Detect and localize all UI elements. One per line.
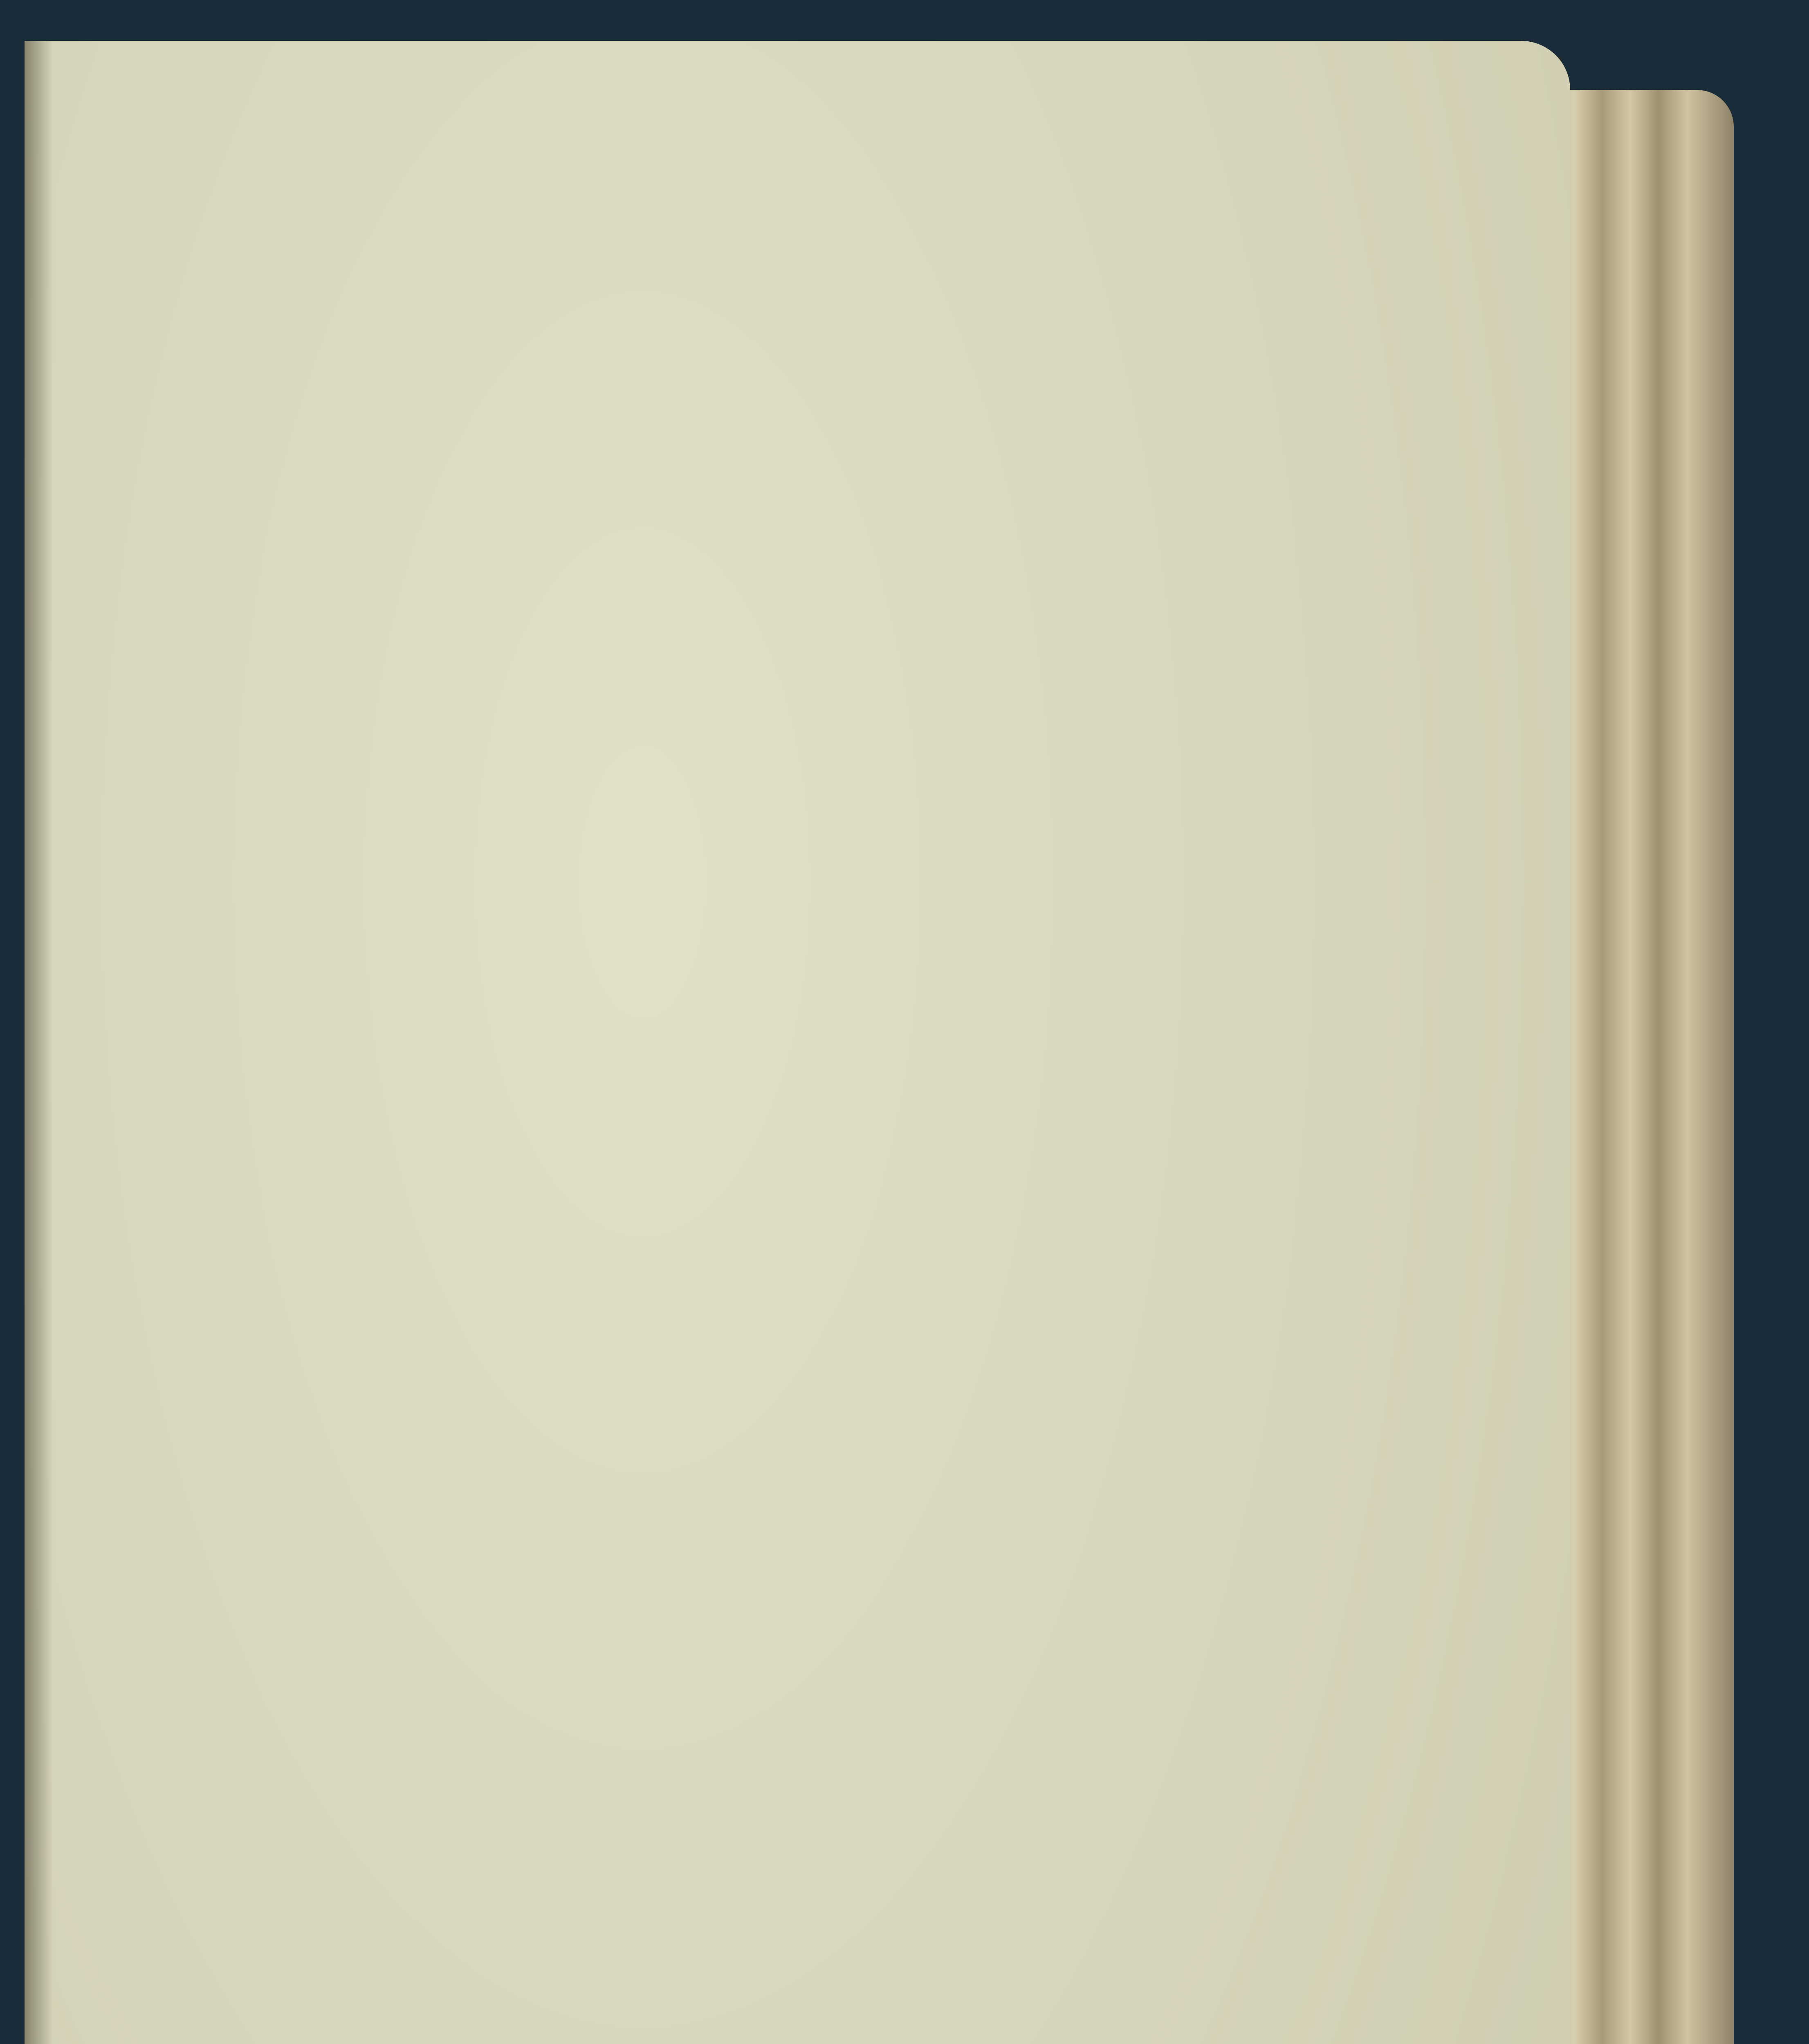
page-content — [135, 94, 1566, 339]
mileage-header — [135, 278, 1566, 339]
book-page — [25, 41, 1570, 2044]
page-edges — [1546, 90, 1734, 2044]
page-header — [135, 94, 1566, 164]
route-subheader — [135, 225, 1566, 266]
page-gutter — [25, 41, 53, 2044]
